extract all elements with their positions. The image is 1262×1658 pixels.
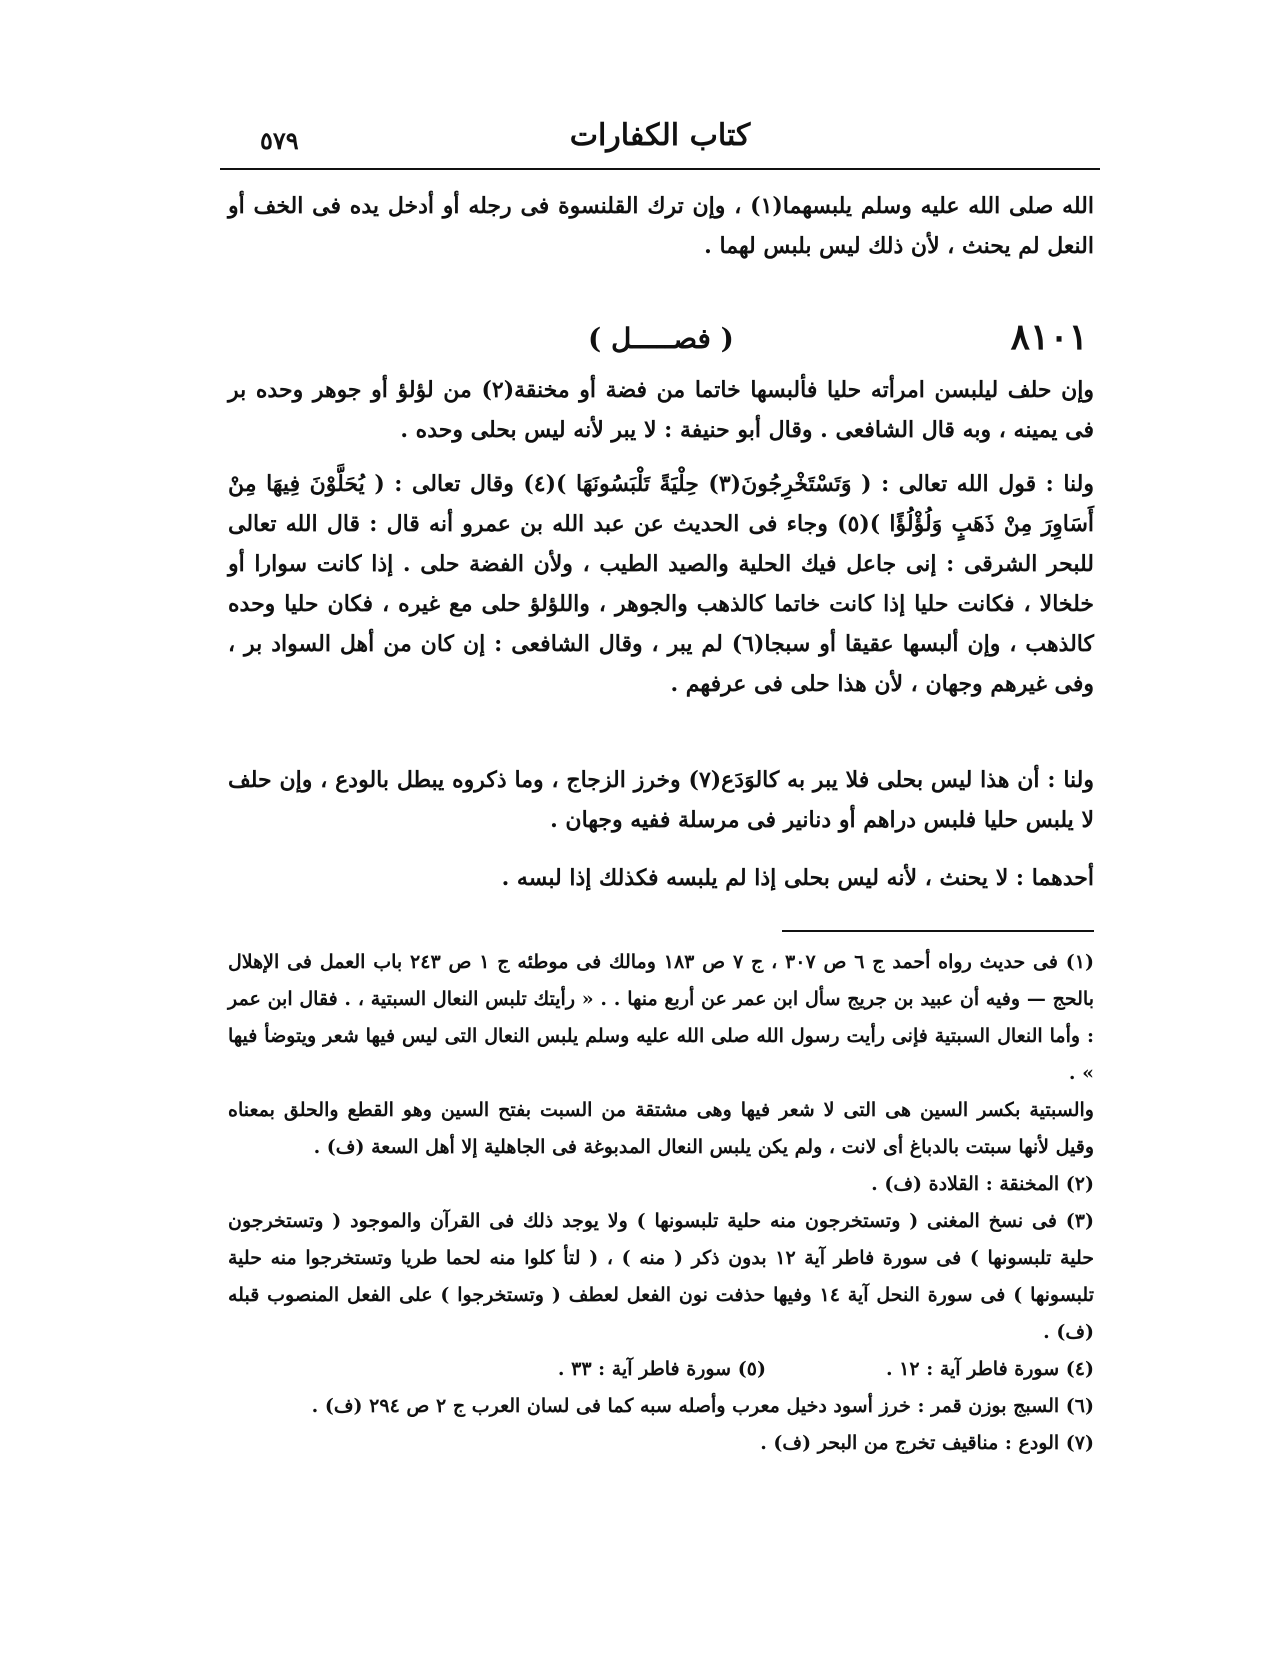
section-paragraph-4-block: [228, 858, 1094, 898]
footnote-5: (٥) سورة فاطر آية : ٣٣ .: [557, 1358, 766, 1380]
header-rule: [220, 168, 1100, 170]
footnote-1: (١) فى حديث رواه أحمد ج ٦ ص ٣٠٧ ، ج ٧ ص ١٨٣ ومالك فى موطئه ج ١ ص ٢٤٣ باب العمل فى الإهلال بالحج — وفيه أن عبيد بن جريج سأل ابن عمر عن أربع منها . . « رأيتك تلبس النعال السبتية ، . فقال ابن عمر : وأما النعال السبتية فإنى رأيت رسول الله صلى الله عليه وسلم يلبس النعال التى ليس فيها شعر ويتوضأ فيها » .: [228, 951, 1094, 1084]
section-heading: ( فصـــــل ): [588, 322, 734, 355]
footnote-3: (٣) فى نسخ المغنى ( وتستخرجون منه حلية تلبسونها ) ولا يوجد ذلك فى القرآن والموجود ( وتستخرجون حلية تلبسونها ) فى سورة فاطر آية ١٢ بدون ذكر ( منه ) ، ( لتأ كلوا منه لحما طريا وتستخرجوا منه حلية تلبسونها ) فى سورة النحل آية ١٤ وفيها حذفت نون الفعل لعطف ( وتستخرجوا ) على الفعل المنصوب قبله (ف) .: [228, 1210, 1094, 1343]
section-heading-row: [228, 316, 1094, 364]
section-paragraph: أحدهما : لا يحنث ، لأنه ليس بحلى إذا لم يلبسه فكذلك إذا لبسه .: [501, 865, 1094, 891]
footnote-6: (٦) السبج بوزن قمر : خرز أسود دخيل معرب وأصله سبه كما فى لسان العرب ج ٢ ص ٢٩٤ (ف) .: [311, 1395, 1094, 1417]
page-header: [220, 118, 1100, 166]
section-paragraph-1-block: [228, 370, 1094, 450]
section-paragraph-3-block: [228, 760, 1094, 840]
footnote-separator: [782, 930, 1094, 932]
section-paragraph: ولنا : أن هذا ليس بحلى فلا يبر به كالوَدَع(٧) وخرز الزجاج ، وما ذكروه يبطل بالودع ، وإن حلف لا يلبس حليا فلبس دراهم أو دنانير فى مرسلة ففيه وجهان .: [228, 767, 1094, 833]
section-number: ٨١٠١: [1010, 316, 1088, 358]
footnote-4: (٤) سورة فاطر آية : ١٢ .: [885, 1358, 1094, 1380]
footnote-1-continued: والسبتية بكسر السين هى التى لا شعر فيها وهى مشتقة من السبت بفتح السين وهو القطع والحلق بمعناه وقيل لأنها سبتت بالدباغ أى لانت ، ولم يكن يلبس النعال المدبوغة فى الجاهلية إلا أهل السعة (ف) .: [228, 1099, 1094, 1158]
footnotes-4-5-row: [228, 1351, 1094, 1388]
footnote-2: (٢) المخنقة : القلادة (ف) .: [871, 1173, 1094, 1195]
running-title: كتاب الكفارات: [569, 118, 751, 153]
section-paragraph: وإن حلف ليلبسن امرأته حليا فألبسها خاتما من فضة أو مخنقة(٢) من لؤلؤ أو جوهر وحده بر فى يمينه ، وبه قال الشافعى . وقال أبو حنيفة : لا يبر لأنه ليس بحلى وحده .: [228, 377, 1094, 443]
footnotes: [228, 944, 1094, 1462]
intro-paragraph: الله صلى الله عليه وسلم يلبسهما(١) ، وإن ترك القلنسوة فى رجله أو أدخل يده فى الخف أو النعل لم يحنث ، لأن ذلك ليس بلبس لهما .: [228, 193, 1095, 259]
intro-paragraph-block: [228, 186, 1094, 266]
section-paragraph: ولنا : قول الله تعالى : ( وَتَسْتَخْرِجُونَ(٣) حِلْيَةً تَلْبَسُونَهَا )(٤) وقال تعالى : ( يُحَلَّوْنَ فِيهَا مِنْ أَسَاوِرَ مِنْ ذَهَبٍ وَلُؤْلُؤًا )(٥) وجاء فى الحديث عن عبد الله بن عمرو أنه قال : قال الله تعالى للبحر الشرقى : إنى جاعل فيك الحلية والصيد الطيب ، ولأن الفضة حلى . إذا كانت سوارا أو خلخالا ، فكانت حليا إذا كانت خاتما كالذهب والجوهر ، واللؤلؤ حلى مع غيره ، فكان حليا وحده كالذهب ، وإن ألبسها عقيقا أو سبجا(٦) لم يبر ، وقال الشافعى : إن كان من أهل السواد بر ، وفى غيرهم وجهان ، لأن هذا حلى فى عرفهم .: [228, 471, 1094, 697]
page-number: ٥٧٩: [260, 126, 299, 155]
footnote-7: (٧) الودع : مناقيف تخرج من البحر (ف) .: [760, 1432, 1094, 1454]
section-paragraph-2-block: [228, 464, 1094, 704]
